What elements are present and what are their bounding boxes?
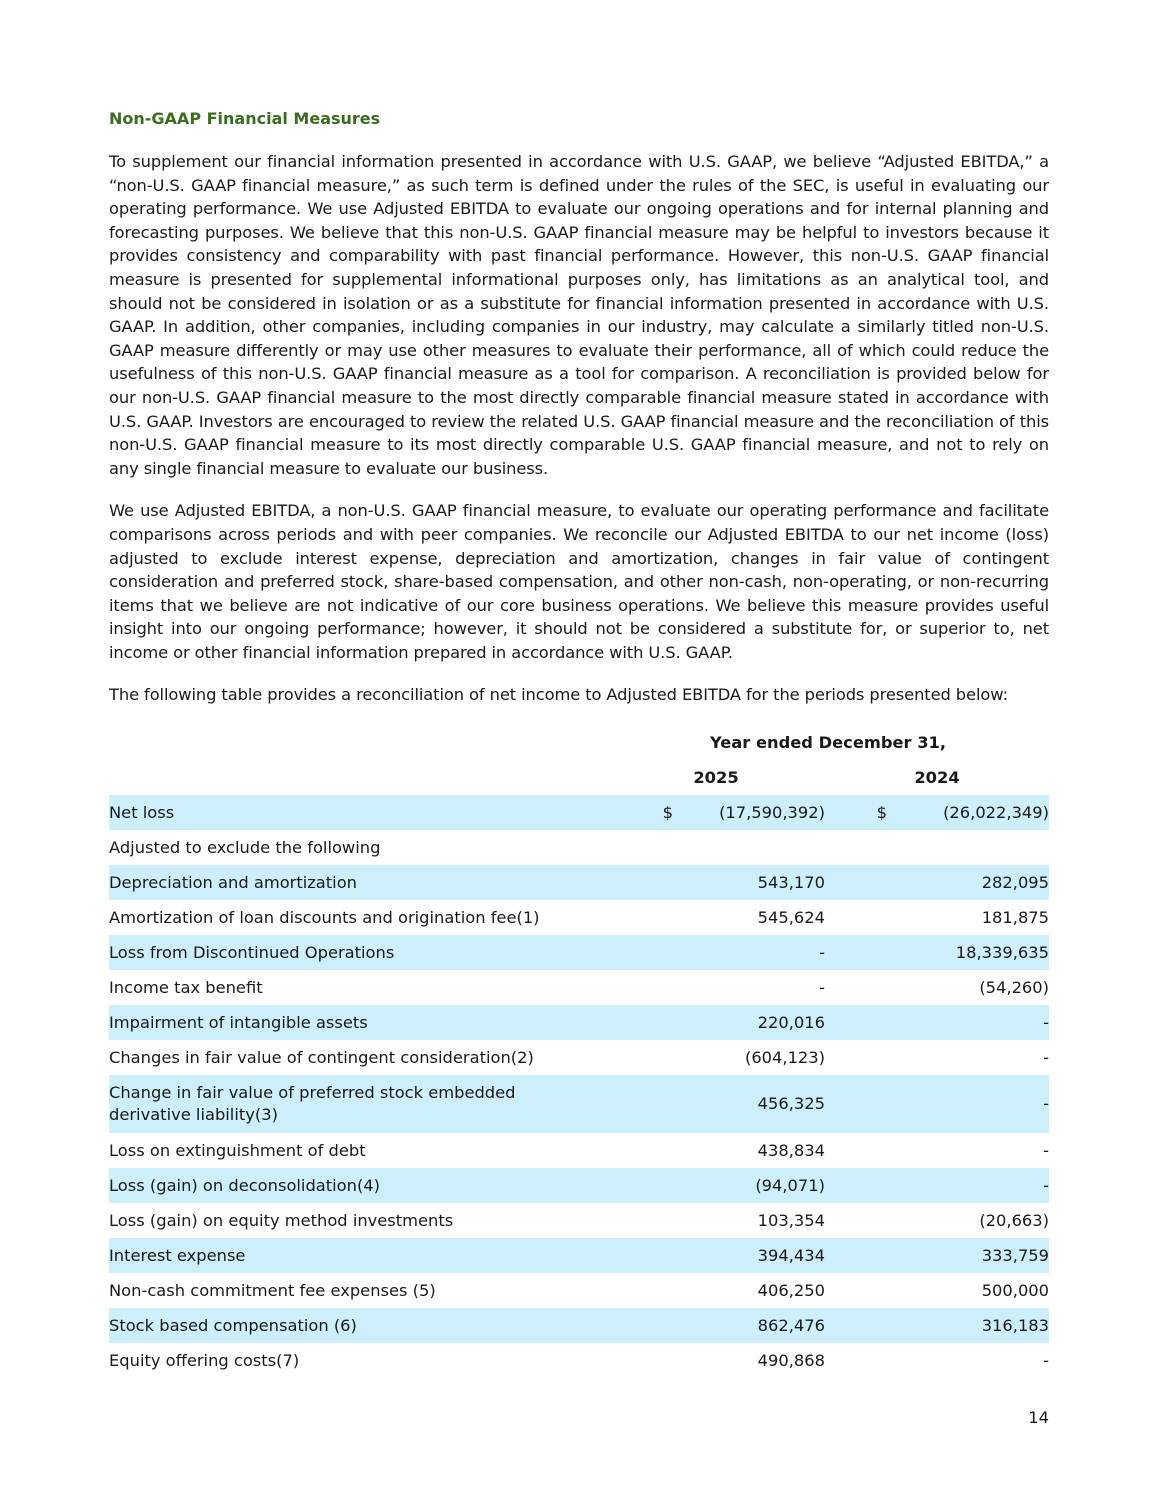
table-row xyxy=(109,865,1049,900)
page-number: 14 xyxy=(1028,1408,1049,1427)
currency-symbol-2025 xyxy=(607,935,673,970)
value-2024: - xyxy=(1043,1140,1050,1160)
row-label: Interest expense xyxy=(109,1238,607,1273)
table-row xyxy=(109,1168,1049,1203)
row-label: Adjusted to exclude the following xyxy=(109,837,381,857)
table-row xyxy=(109,900,1049,935)
currency-symbol-2024 xyxy=(825,900,887,935)
value-2025: (94,071) xyxy=(673,1168,825,1203)
currency-symbol-2025: $ xyxy=(607,795,673,830)
table-body xyxy=(109,795,1049,1378)
table-row xyxy=(109,1308,1049,1343)
table-row xyxy=(109,1343,1049,1378)
currency-symbol-2025 xyxy=(607,865,673,900)
table-year-header-row xyxy=(109,760,1049,795)
value-2024: - xyxy=(887,1168,1049,1203)
value-2024: 282,095 xyxy=(887,865,1049,900)
value-2024: - xyxy=(887,1005,1049,1040)
value-2025: - xyxy=(673,935,825,970)
row-label: Loss from Discontinued Operations xyxy=(109,935,607,970)
paragraph-intro: To supplement our financial information presented in accordance with U.S. GAAP, we believe “Adjusted EBITDA,” a “non-U.S. GAAP financial measure,” as such term is defined under the rules of the SEC, is useful in evaluating our operating performance. We use Adjusted EBITDA to evaluate our ongoing operations and for internal planning and forecasting purposes. We believe that this non-U.S. GAAP financial measure may be helpful to investors because it provides consistency and comparability with past financial performance. However, this non-U.S. GAAP financial measure is presented for supplemental informational purposes only, has limitations as an analytical tool, and should not be considered in isolation or as a substitute for financial information presented in accordance with U.S. GAAP. In addition, other companies, including companies in our industry, may calculate a similarly titled non-U.S. GAAP measure differently or may use other measures to evaluate their performance, all of which could reduce the usefulness of this non-U.S. GAAP financial measure as a tool for comparison. A reconciliation is provided below for our non-U.S. GAAP financial measure to the most directly comparable financial measure stated in accordance with U.S. GAAP. Investors are encouraged to review the related U.S. GAAP financial measure and the reconciliation of this non-U.S. GAAP financial measure to its most directly comparable U.S. GAAP financial measure, and not to rely on any single financial measure to evaluate our business. xyxy=(109,152,1049,478)
table-row xyxy=(109,1203,1049,1238)
value-2024: - xyxy=(1043,1350,1050,1370)
currency-symbol-2025 xyxy=(607,900,673,935)
value-2025: 438,834 xyxy=(757,1140,825,1160)
table-period-header-row xyxy=(109,725,1049,760)
row-label: Change in fair value of preferred stock embedded derivative liability(3) xyxy=(109,1075,607,1133)
currency-symbol-2025 xyxy=(607,830,673,865)
currency-symbol-2025 xyxy=(607,1308,673,1343)
year-1-header: 2025 xyxy=(693,768,739,788)
currency-symbol-2024 xyxy=(825,1075,887,1133)
currency-symbol-2024 xyxy=(825,1005,887,1040)
year-2-header: 2024 xyxy=(914,768,960,788)
currency-symbol-2024 xyxy=(825,830,887,865)
currency-symbol-2024 xyxy=(825,1308,887,1343)
value-2024: - xyxy=(887,1075,1049,1133)
value-2024: 500,000 xyxy=(981,1280,1050,1300)
table-row xyxy=(109,1005,1049,1040)
value-2025: 220,016 xyxy=(673,1005,825,1040)
table-row xyxy=(109,970,1049,1005)
currency-symbol-2025 xyxy=(607,1168,673,1203)
paragraph-table-intro: The following table provides a reconciliation of net income to Adjusted EBITDA for the periods presented below: xyxy=(109,685,1008,705)
currency-symbol-2025 xyxy=(607,1133,673,1168)
value-2025: 543,170 xyxy=(673,865,825,900)
currency-symbol-2025 xyxy=(607,1005,673,1040)
value-2025: 490,868 xyxy=(757,1350,825,1370)
table-row xyxy=(109,1075,1049,1133)
currency-symbol-2024 xyxy=(825,865,887,900)
row-label: Net loss xyxy=(109,795,607,830)
table-row xyxy=(109,830,1049,865)
currency-symbol-2025 xyxy=(607,1343,673,1378)
currency-symbol-2025 xyxy=(607,1203,673,1238)
table-row xyxy=(109,1133,1049,1168)
currency-symbol-2024 xyxy=(825,935,887,970)
currency-symbol-2024 xyxy=(825,1168,887,1203)
document-page xyxy=(109,108,1049,1378)
value-2024: - xyxy=(1043,1047,1050,1067)
currency-symbol-2024 xyxy=(825,1238,887,1273)
currency-symbol-2024 xyxy=(825,1343,887,1378)
row-label: Loss (gain) on equity method investments xyxy=(109,1210,454,1230)
currency-symbol-2024 xyxy=(825,970,887,1005)
value-2025: 406,250 xyxy=(757,1280,825,1300)
value-2025: (604,123) xyxy=(744,1047,825,1067)
row-label: Equity offering costs(7) xyxy=(109,1350,300,1370)
currency-symbol-2024 xyxy=(825,1203,887,1238)
row-label: Loss on extinguishment of debt xyxy=(109,1140,366,1160)
currency-symbol-2024 xyxy=(825,1273,887,1308)
table-row xyxy=(109,1040,1049,1075)
row-label: Amortization of loan discounts and origination fee(1) xyxy=(109,907,540,927)
value-2024: (20,663) xyxy=(979,1210,1050,1230)
row-label: Non-cash commitment fee expenses (5) xyxy=(109,1280,436,1300)
paragraph-usage: We use Adjusted EBITDA, a non-U.S. GAAP financial measure, to evaluate our operating performance and facilitate comparisons across periods and with peer companies. We reconcile our Adjusted EBITDA to our net income (loss) adjusted to exclude interest expense, depreciation and amortization, changes in fair value of contingent consideration and preferred stock, share-based compensation, and other non-cash, non-operating, or non-recurring items that we believe are not indicative of our core business operations. We believe this measure provides useful insight into our ongoing performance; however, it should not be considered a substitute for, or superior to, net income or other financial information prepared in accordance with U.S. GAAP. xyxy=(109,501,1049,662)
currency-symbol-2025 xyxy=(607,970,673,1005)
value-2025: 545,624 xyxy=(757,907,825,927)
period-header: Year ended December 31, xyxy=(709,733,947,753)
value-2024: (54,260) xyxy=(979,977,1050,997)
value-2024: 181,875 xyxy=(981,907,1050,927)
value-2024: (26,022,349) xyxy=(887,795,1049,830)
table-row xyxy=(109,795,1049,830)
row-label: Depreciation and amortization xyxy=(109,865,607,900)
currency-symbol-2025 xyxy=(607,1273,673,1308)
value-2024: 18,339,635 xyxy=(887,935,1049,970)
currency-symbol-2024 xyxy=(825,1133,887,1168)
row-label: Impairment of intangible assets xyxy=(109,1005,607,1040)
currency-symbol-2025 xyxy=(607,1238,673,1273)
reconciliation-table xyxy=(109,725,1049,1378)
currency-symbol-2024 xyxy=(825,1040,887,1075)
currency-symbol-2024: $ xyxy=(825,795,887,830)
currency-symbol-2025 xyxy=(607,1040,673,1075)
row-label: Loss (gain) on deconsolidation(4) xyxy=(109,1168,607,1203)
currency-symbol-2025 xyxy=(607,1075,673,1133)
value-2025 xyxy=(673,830,825,865)
value-2025: (17,590,392) xyxy=(673,795,825,830)
value-2024: 333,759 xyxy=(887,1238,1049,1273)
value-2025: 394,434 xyxy=(673,1238,825,1273)
row-label: Changes in fair value of contingent consideration(2) xyxy=(109,1047,534,1067)
value-2025: 456,325 xyxy=(673,1075,825,1133)
table-row xyxy=(109,1238,1049,1273)
row-label: Income tax benefit xyxy=(109,977,263,997)
table-row xyxy=(109,935,1049,970)
value-2025: - xyxy=(819,977,825,997)
value-2025: 103,354 xyxy=(757,1210,825,1230)
row-label: Stock based compensation (6) xyxy=(109,1308,607,1343)
value-2024 xyxy=(887,830,1049,865)
value-2025: 862,476 xyxy=(673,1308,825,1343)
section-heading: Non-GAAP Financial Measures xyxy=(109,109,381,128)
table-row xyxy=(109,1273,1049,1308)
value-2024: 316,183 xyxy=(887,1308,1049,1343)
